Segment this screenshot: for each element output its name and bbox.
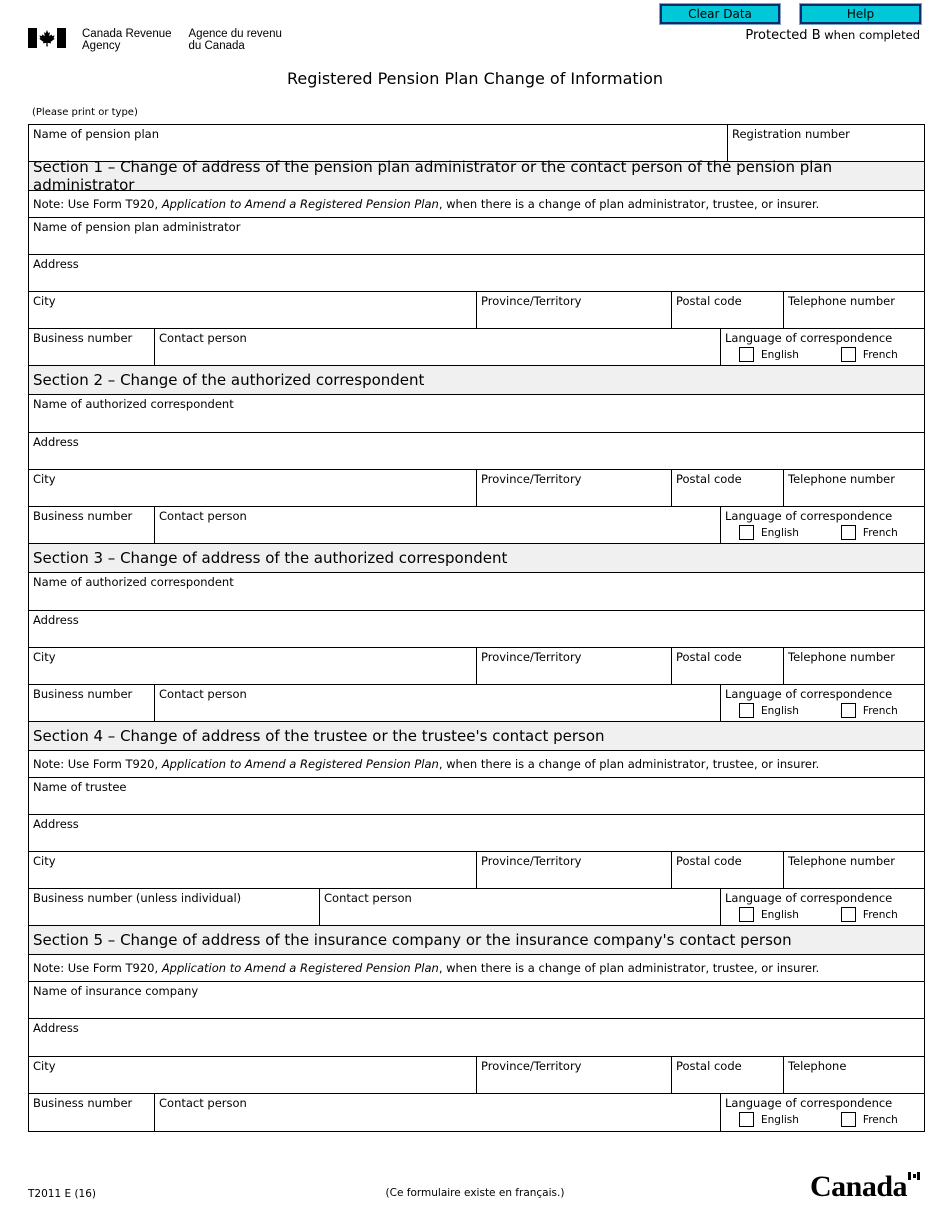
s3-city-field[interactable]: City [33, 650, 56, 664]
s4-english-checkbox[interactable] [739, 907, 754, 922]
s3-correspondent-name-field[interactable]: Name of authorized correspondent [33, 575, 234, 589]
section-4-heading: Section 4 – Change of address of the trustee or the trustee's contact person [29, 722, 924, 751]
french-availability-note: (Ce formulaire existe en français.) [385, 1187, 565, 1199]
s5-province-field[interactable]: Province/Territory [476, 1057, 671, 1093]
s4-postal-code-field[interactable]: Postal code [671, 852, 783, 888]
s4-french-checkbox[interactable] [841, 907, 856, 922]
s1-telephone-field[interactable]: Telephone number [783, 292, 924, 328]
protected-b-notice: Protected B when completed [745, 28, 920, 43]
s2-address-field[interactable]: Address [33, 435, 79, 449]
agency-name-fr: Agence du revenu du Canada [188, 28, 282, 52]
s1-administrator-name-field[interactable]: Name of pension plan administrator [33, 220, 241, 234]
s4-business-number-field[interactable]: Business number (unless individual) [33, 891, 242, 905]
s3-address-field[interactable]: Address [33, 613, 79, 627]
s5-french-checkbox[interactable] [841, 1112, 856, 1127]
s1-french-checkbox[interactable] [841, 347, 856, 362]
s3-contact-person-field[interactable]: Contact person [154, 685, 720, 721]
canada-wordmark-flag-icon [908, 1172, 920, 1180]
s4-language-group: Language of correspondence English French [720, 889, 924, 925]
pension-plan-name-field[interactable]: Name of pension plan [33, 127, 159, 141]
s2-business-number-field[interactable]: Business number [33, 509, 133, 523]
s2-postal-code-field[interactable]: Postal code [671, 470, 783, 506]
s1-contact-person-field[interactable]: Contact person [154, 329, 720, 365]
section-2-heading: Section 2 – Change of the authorized correspondent [29, 366, 924, 395]
help-button[interactable]: Help [800, 4, 921, 24]
s4-telephone-field[interactable]: Telephone number [783, 852, 924, 888]
s4-city-field[interactable]: City [33, 854, 56, 868]
section-1-note: Note: Use Form T920, Application to Amend a Registered Pension Plan, when there is a change of plan administrator, trustee, or insurer. [29, 191, 924, 218]
s4-address-field[interactable]: Address [33, 817, 79, 831]
section-4-note: Note: Use Form T920, Application to Amend a Registered Pension Plan, when there is a change of plan administrator, trustee, or insurer. [29, 751, 924, 778]
registration-number-field[interactable]: Registration number [727, 125, 924, 161]
s1-business-number-field[interactable]: Business number [33, 331, 133, 345]
s5-language-group: Language of correspondence English French [720, 1094, 924, 1131]
s2-contact-person-field[interactable]: Contact person [154, 507, 720, 543]
form-title: Registered Pension Plan Change of Information [286, 69, 664, 88]
s5-business-number-field[interactable]: Business number [33, 1096, 133, 1110]
s1-city-field[interactable]: City [33, 294, 56, 308]
s1-english-checkbox[interactable] [739, 347, 754, 362]
s3-province-field[interactable]: Province/Territory [476, 648, 671, 684]
s5-postal-code-field[interactable]: Postal code [671, 1057, 783, 1093]
s4-province-field[interactable]: Province/Territory [476, 852, 671, 888]
s2-french-checkbox[interactable] [841, 525, 856, 540]
s4-contact-person-field[interactable]: Contact person [319, 889, 720, 925]
s2-province-field[interactable]: Province/Territory [476, 470, 671, 506]
s2-telephone-field[interactable]: Telephone number [783, 470, 924, 506]
section-5-note: Note: Use Form T920, Application to Amend a Registered Pension Plan, when there is a change of plan administrator, trustee, or insurer. [29, 955, 924, 982]
form-number: T2011 E (16) [28, 1188, 96, 1200]
canada-wordmark: Canada [810, 1170, 908, 1203]
s4-trustee-name-field[interactable]: Name of trustee [33, 780, 127, 794]
s2-language-group: Language of correspondence English French [720, 507, 924, 543]
section-5-heading: Section 5 – Change of address of the insurance company or the insurance company's contact person [29, 926, 924, 955]
pension-form [28, 124, 925, 1132]
s3-english-checkbox[interactable] [739, 703, 754, 718]
cra-signature [28, 28, 282, 52]
section-3-heading: Section 3 – Change of address of the authorized correspondent [29, 544, 924, 573]
s5-english-checkbox[interactable] [739, 1112, 754, 1127]
s3-french-checkbox[interactable] [841, 703, 856, 718]
s3-postal-code-field[interactable]: Postal code [671, 648, 783, 684]
s3-business-number-field[interactable]: Business number [33, 687, 133, 701]
canada-flag-icon [28, 28, 66, 48]
s5-telephone-field[interactable]: Telephone [783, 1057, 924, 1093]
s5-insurance-company-name-field[interactable]: Name of insurance company [33, 984, 199, 998]
s2-correspondent-name-field[interactable]: Name of authorized correspondent [33, 397, 234, 411]
s3-telephone-field[interactable]: Telephone number [783, 648, 924, 684]
s5-contact-person-field[interactable]: Contact person [154, 1094, 720, 1131]
s1-address-field[interactable]: Address [33, 257, 79, 271]
s3-language-group: Language of correspondence English French [720, 685, 924, 721]
s2-city-field[interactable]: City [33, 472, 56, 486]
section-1-heading: Section 1 – Change of address of the pension plan administrator or the contact person of the pension plan administrator [29, 162, 924, 191]
s5-city-field[interactable]: City [33, 1059, 56, 1073]
s2-english-checkbox[interactable] [739, 525, 754, 540]
agency-name-en: Canada Revenue Agency [82, 28, 172, 52]
s1-language-group: Language of correspondence English French [720, 329, 924, 365]
clear-data-button[interactable]: Clear Data [660, 4, 780, 24]
s1-province-field[interactable]: Province/Territory [476, 292, 671, 328]
print-note: (Please print or type) [32, 107, 138, 118]
s5-address-field[interactable]: Address [33, 1021, 79, 1035]
s1-postal-code-field[interactable]: Postal code [671, 292, 783, 328]
